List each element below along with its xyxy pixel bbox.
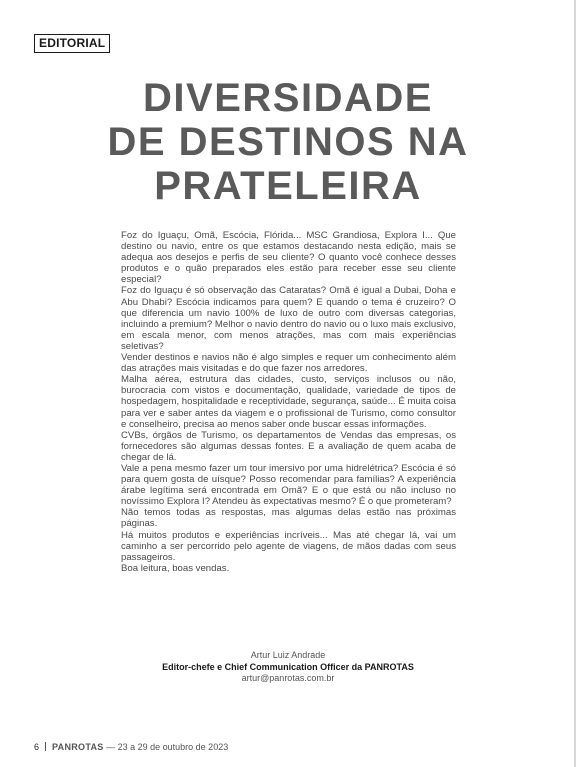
issue-date: — 23 a 29 de outubro de 2023 (106, 742, 229, 752)
author-name: Artur Luiz Andrade (250, 650, 326, 660)
body-paragraph: Boa leitura, boas vendas. (121, 562, 230, 574)
page-footer (34, 742, 228, 753)
author-email: artur@panrotas.com.br (241, 673, 335, 683)
body-paragraph: Foz do Iguaçu é só observação das Cataratas? Omã é igual a Dubai, Doha e Abu Dhabi? Escócia indicamos para quem? E quando o tema é cruzeiro? O que diferencia um navio 100% de luxo de outro com diversas categorias, incluindo a premium? Melhor o navio dentro do navio ou o luxo mais exclusivo, em escala menor, com menos atrações, mas com mais experiências seletivas? (121, 285, 456, 352)
body-paragraph: Foz do Iguaçu, Omã, Escócia, Flórida... MSC Grandiosa, Explora I... Que destino ou navio, entre os que estamos destacando nesta edição, mais se adequa aos desejos e perfis de seu cliente? O quanto você conhece desses produtos e o quão preparados eles estão para receber esse seu cliente especial? (121, 230, 456, 286)
body-paragraph: Malha aérea, estrutura das cidades, custo, serviços inclusos ou não, burocracia com vistos e documentação, qualidade, variedade de tipos de hospedagem, hospitalidade e receptividade, segurança, saúde... É muita coisa para ver e saber antes da viagem e o profissional de Turismo, como consultor e conselheiro, precisa ao menos saber onde buscar essas informações. (121, 374, 456, 430)
body-paragraph: Vale a pena mesmo fazer um tour imersivo por uma hidrelétrica? Escócia é só para quem gosta de uísque? Posso recomendar para famílias? A experiência árabe legítima será encontrada em Omã? E o que está ou não incluso no novíssimo Explora I? Atendeu às expectativas mesmo? É o que prometeram? (121, 462, 456, 508)
headline-line: DIVERSIDADE (143, 76, 433, 120)
body-paragraph: Há muitos produtos e experiências incríveis... Mas até chegar lá, vai um caminho a ser percorrido pelo agente de viagens, de mãos dadas com seus passageiros. (121, 529, 456, 563)
section-tag: EDITORIAL (34, 34, 110, 53)
author-signature (0, 650, 576, 685)
headline (0, 76, 576, 208)
article-body (121, 230, 456, 574)
publication-name: PANROTAS (52, 742, 104, 752)
footer-divider (45, 742, 46, 751)
author-role: Editor-chefe e Chief Communication Officer da PANROTAS (162, 661, 414, 672)
headline-line: DE DESTINOS NA (107, 120, 469, 164)
body-paragraph: Vender destinos e navios não é algo simples e requer um conhecimento além das atrações mais visitadas e do que fazer nos arredores. (121, 352, 456, 375)
body-paragraph: Não temos todas as respostas, mas algumas delas estão nas próximas páginas. (121, 507, 456, 530)
page-number: 6 (34, 742, 40, 752)
headline-line: PRATELEIRA (154, 164, 422, 208)
body-paragraph: CVBs, órgãos de Turismo, os departamentos de Vendas das empresas, os fornecedores são algumas dessas fontes. E a avaliação de quem acaba de chegar de lá. (121, 429, 456, 463)
